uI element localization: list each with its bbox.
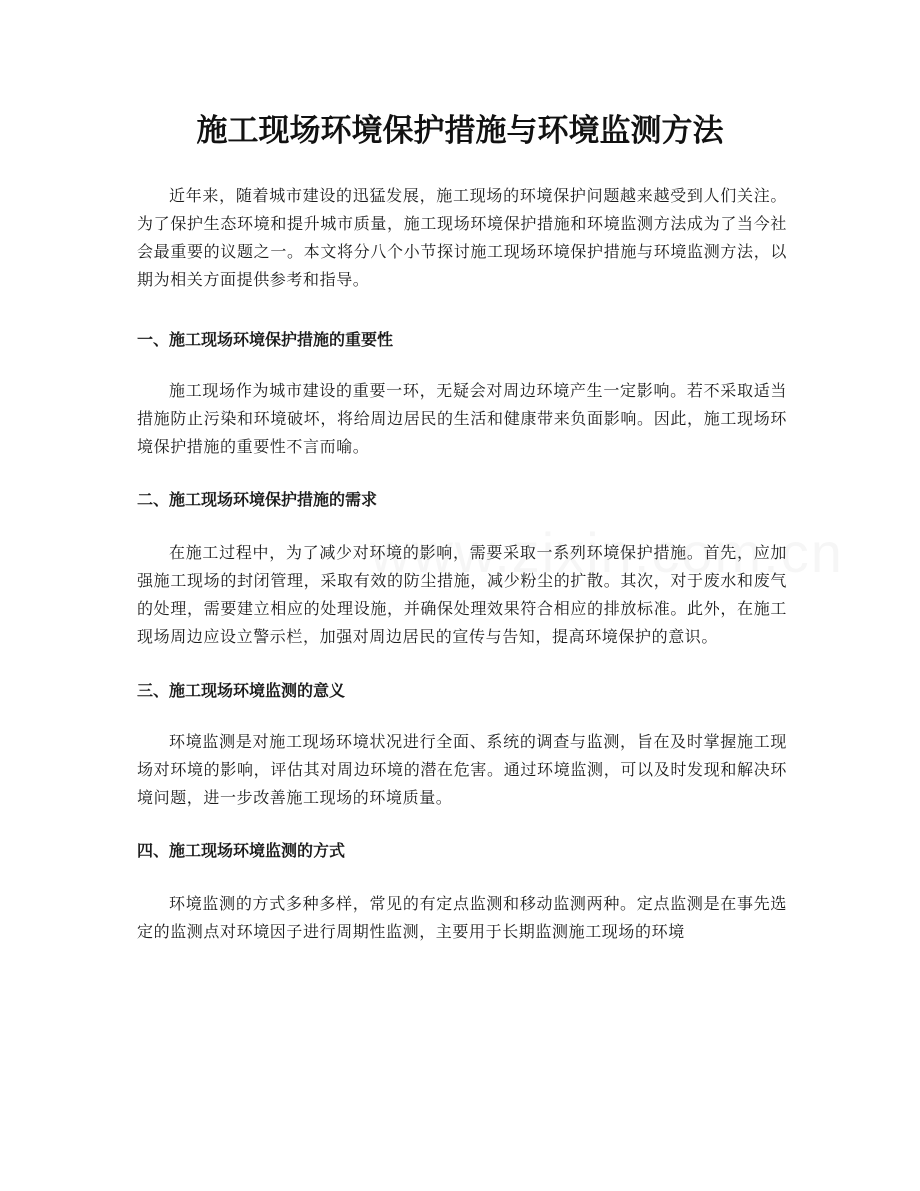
section-body-2: 在施工过程中，为了减少对环境的影响，需要采取一系列环境保护措施。首先，应加强施工现场的封闭管理，采取有效的防尘措施，减少粉尘的扩散。其次，对于废水和废气的处理，需要建立相应的处理设施，并确保处理效果符合相应的排放标准。此外，在施工现场周边应设立警示栏，加强对周边居民的宣传与告知，提高环境保护的意识。 bbox=[137, 543, 787, 646]
section-heading-2: 二、施工现场环境保护措施的需求 bbox=[137, 490, 378, 509]
document-body bbox=[137, 152, 787, 946]
document-title: 施工现场环境保护措施与环境监测方法 bbox=[196, 113, 724, 149]
section-heading-4: 四、施工现场环境监测的方式 bbox=[137, 841, 346, 860]
section-body-4: 环境监测的方式多种多样，常见的有定点监测和移动监测两种。定点监测是在事先选定的监测点对环境因子进行周期性监测，主要用于长期监测施工现场的环境 bbox=[137, 894, 787, 941]
section-body-1: 施工现场作为城市建设的重要一环，无疑会对周边环境产生一定影响。若不采取适当措施防止污染和环境破坏，将给周边居民的生活和健康带来负面影响。因此，施工现场环境保护措施的重要性不言而喻。 bbox=[137, 381, 787, 456]
section-body-3: 环境监测是对施工现场环境状况进行全面、系统的调查与监测，旨在及时掌握施工现场对环境的影响，评估其对周边环境的潜在危害。通过环境监测，可以及时发现和解决环境问题，进一步改善施工现场的环境质量。 bbox=[137, 732, 787, 807]
intro-paragraph: 近年来，随着城市建设的迅猛发展，施工现场的环境保护问题越来越受到人们关注。为了保护生态环境和提升城市质量，施工现场环境保护措施和环境监测方法成为了当今社会最重要的议题之一。本文将分八个小节探讨施工现场环境保护措施与环境监测方法，以期为相关方面提供参考和指导。 bbox=[137, 186, 787, 289]
section-heading-1: 一、施工现场环境保护措施的重要性 bbox=[137, 330, 394, 349]
section-heading-3: 三、施工现场环境监测的意义 bbox=[137, 681, 346, 700]
